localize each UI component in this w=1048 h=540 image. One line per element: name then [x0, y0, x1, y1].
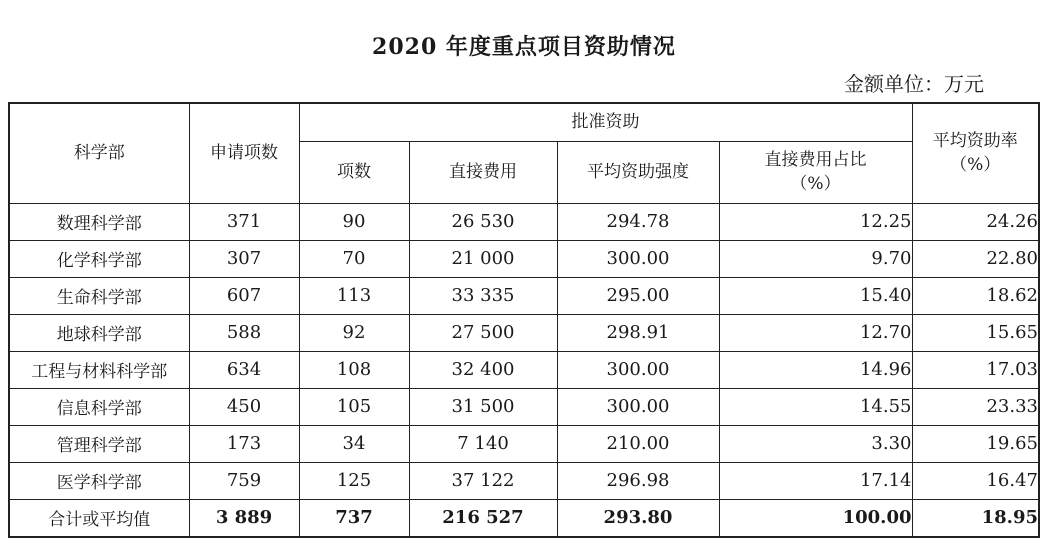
cell-direct-cost: 27 500 [409, 314, 557, 351]
cell-applications: 634 [189, 351, 299, 388]
cell-avg-intensity: 296.98 [557, 462, 719, 499]
header-direct-cost-share-unit: （%） [790, 174, 841, 194]
cell-dept: 地球科学部 [9, 314, 189, 351]
cell-applications: 607 [189, 277, 299, 314]
cell-dept: 管理科学部 [9, 425, 189, 462]
header-avg-intensity: 平均资助强度 [557, 141, 719, 203]
table-row [9, 462, 1039, 499]
cell-dept: 数理科学部 [9, 203, 189, 240]
cell-total-applications: 3 889 [189, 499, 299, 537]
cell-applications: 588 [189, 314, 299, 351]
cell-share: 9.70 [719, 240, 912, 277]
table-total-row [9, 499, 1039, 537]
cell-avg-intensity: 210.00 [557, 425, 719, 462]
page-title: 2020 年度重点项目资助情况 [372, 34, 676, 60]
cell-dept: 信息科学部 [9, 388, 189, 425]
cell-rate: 19.65 [912, 425, 1039, 462]
cell-direct-cost: 33 335 [409, 277, 557, 314]
cell-total-rate: 18.95 [912, 499, 1039, 537]
cell-direct-cost: 37 122 [409, 462, 557, 499]
cell-count: 70 [299, 240, 409, 277]
cell-avg-intensity: 298.91 [557, 314, 719, 351]
cell-count: 108 [299, 351, 409, 388]
header-direct-cost-share-label: 直接费用占比 [764, 150, 867, 170]
cell-share: 14.55 [719, 388, 912, 425]
header-avg-rate [912, 103, 1039, 203]
header-approved-group: 批准资助 [299, 103, 912, 141]
cell-share: 12.70 [719, 314, 912, 351]
cell-avg-intensity: 294.78 [557, 203, 719, 240]
cell-applications: 759 [189, 462, 299, 499]
header-dept: 科学部 [9, 103, 189, 203]
cell-count: 92 [299, 314, 409, 351]
header-avg-rate-unit: （%） [950, 155, 1001, 176]
cell-total-dept: 合计或平均值 [9, 499, 189, 537]
cell-share: 15.40 [719, 277, 912, 314]
cell-dept: 医学科学部 [9, 462, 189, 499]
cell-share: 3.30 [719, 425, 912, 462]
cell-rate: 15.65 [912, 314, 1039, 351]
cell-total-share: 100.00 [719, 499, 912, 537]
cell-direct-cost: 32 400 [409, 351, 557, 388]
header-direct-cost-share [719, 141, 912, 203]
cell-direct-cost: 31 500 [409, 388, 557, 425]
amount-unit-note: 金额单位：万元 [844, 72, 984, 96]
cell-count: 105 [299, 388, 409, 425]
cell-share: 12.25 [719, 203, 912, 240]
cell-rate: 23.33 [912, 388, 1039, 425]
table-row [9, 314, 1039, 351]
table-row [9, 240, 1039, 277]
cell-avg-intensity: 300.00 [557, 240, 719, 277]
cell-direct-cost: 26 530 [409, 203, 557, 240]
cell-share: 17.14 [719, 462, 912, 499]
cell-rate: 16.47 [912, 462, 1039, 499]
header-direct-cost: 直接费用 [409, 141, 557, 203]
cell-total-avg-intensity: 293.80 [557, 499, 719, 537]
cell-dept: 生命科学部 [9, 277, 189, 314]
cell-avg-intensity: 300.00 [557, 351, 719, 388]
table-row [9, 425, 1039, 462]
cell-applications: 307 [189, 240, 299, 277]
cell-direct-cost: 7 140 [409, 425, 557, 462]
cell-applications: 450 [189, 388, 299, 425]
table-row [9, 388, 1039, 425]
cell-rate: 24.26 [912, 203, 1039, 240]
funding-table [8, 102, 1040, 538]
cell-avg-intensity: 295.00 [557, 277, 719, 314]
cell-count: 125 [299, 462, 409, 499]
cell-applications: 173 [189, 425, 299, 462]
cell-rate: 22.80 [912, 240, 1039, 277]
cell-count: 90 [299, 203, 409, 240]
header-applications: 申请项数 [189, 103, 299, 203]
cell-share: 14.96 [719, 351, 912, 388]
table-row [9, 203, 1039, 240]
header-count: 项数 [299, 141, 409, 203]
cell-direct-cost: 21 000 [409, 240, 557, 277]
cell-count: 113 [299, 277, 409, 314]
cell-dept: 工程与材料科学部 [9, 351, 189, 388]
cell-count: 34 [299, 425, 409, 462]
header-avg-rate-label: 平均资助率 [932, 131, 1018, 152]
table-row [9, 351, 1039, 388]
cell-total-direct-cost: 216 527 [409, 499, 557, 537]
cell-rate: 17.03 [912, 351, 1039, 388]
cell-dept: 化学科学部 [9, 240, 189, 277]
cell-total-count: 737 [299, 499, 409, 537]
cell-rate: 18.62 [912, 277, 1039, 314]
cell-avg-intensity: 300.00 [557, 388, 719, 425]
table-row [9, 277, 1039, 314]
cell-applications: 371 [189, 203, 299, 240]
